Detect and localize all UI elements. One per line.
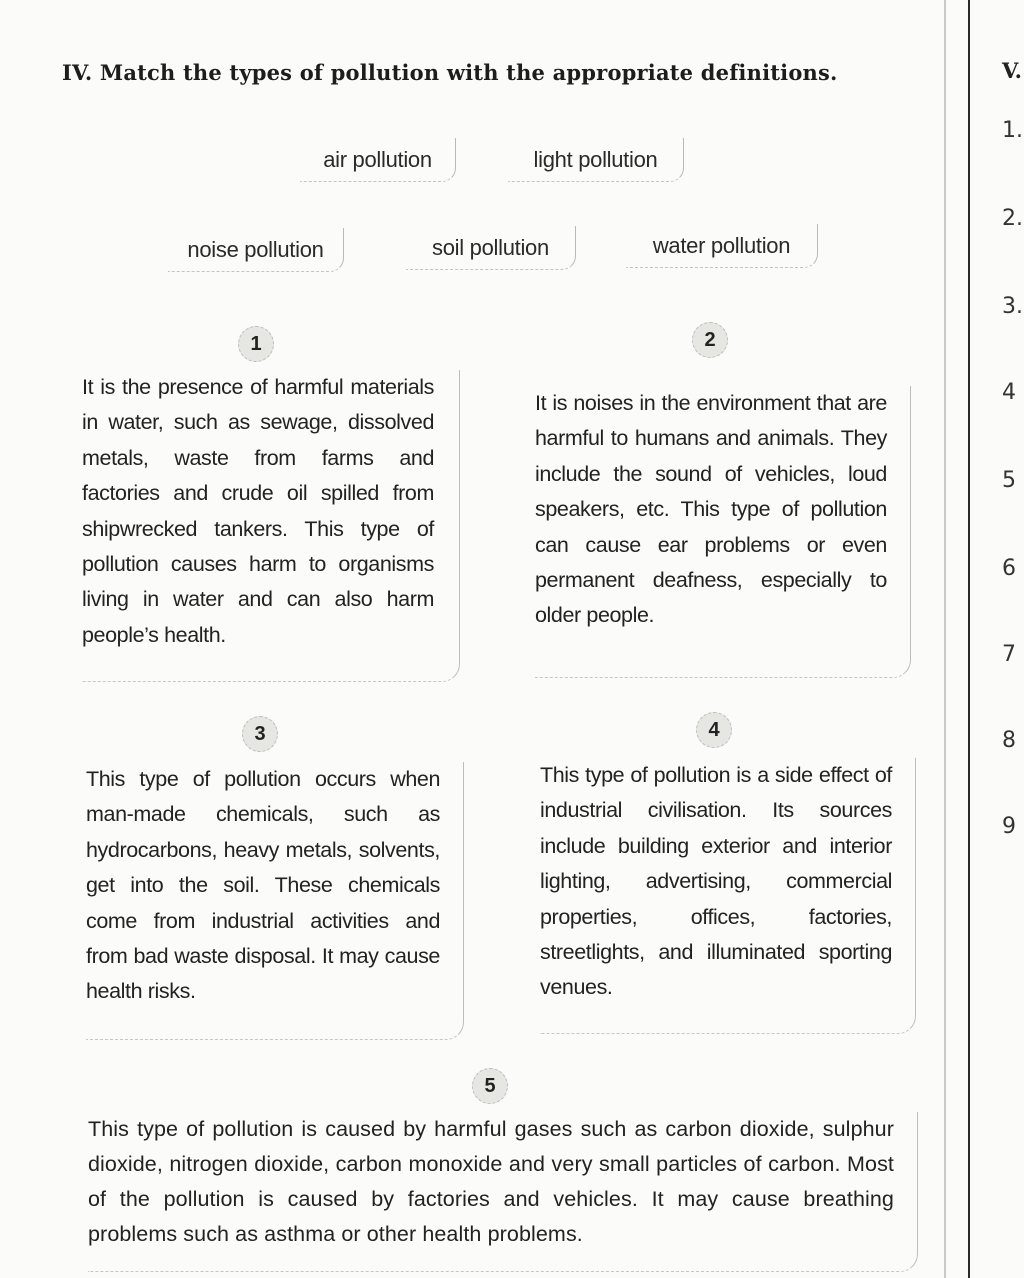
next-item-9: 9 xyxy=(1002,814,1016,839)
chip-light-pollution: light pollution xyxy=(508,138,684,182)
next-item-1: 1. xyxy=(1002,118,1023,143)
next-item-2: 2. xyxy=(1002,206,1023,231)
definition-text-4: This type of pollution is a side effect of industrial civilisation. Its sources include building exterior and interior lighting, advertising, commercial properties, offices, factories, streetlights, and illuminated sporting venues. xyxy=(540,763,892,1000)
next-item-3: 3. xyxy=(1002,294,1023,319)
chip-soil-pollution: soil pollution xyxy=(406,226,576,270)
page-gutter-light xyxy=(944,0,946,1278)
definition-text-1: It is the presence of harmful materials in water, such as sewage, dissolved metals, waste from farms and factories and crude oil spilled from shipwrecked tankers. This type of pollution causes harm to organisms living in water and can also harm people’s health. xyxy=(82,375,434,647)
next-item-7: 7 xyxy=(1002,642,1016,667)
next-exercise-list xyxy=(1002,0,1024,1278)
next-item-8: 8 xyxy=(1002,728,1016,753)
definition-number-5: 5 xyxy=(472,1068,508,1104)
definition-text-3: This type of pollution occurs when man-made chemicals, such as hydrocarbons, heavy metals, solvents, get into the soil. These chemicals come from industrial activities and from bad waste disposal. It may cause health risks. xyxy=(86,767,440,1004)
page-gutter-dark xyxy=(968,0,970,1278)
definition-number-4: 4 xyxy=(696,712,732,748)
exercise-title: IV. Match the types of pollution with the appropriate definitions. xyxy=(62,60,838,85)
next-item-4: 4 xyxy=(1002,380,1016,405)
chip-water-pollution: water pollution xyxy=(626,224,818,268)
definition-text-2: It is noises in the environment that are harmful to humans and animals. They include the sound of vehicles, loud speakers, etc. This type of pollution can cause ear problems or even permanent deafness, especially to older people. xyxy=(535,391,887,628)
definition-box-4 xyxy=(540,758,916,1034)
definition-box-3 xyxy=(86,762,464,1040)
definition-number-1: 1 xyxy=(238,326,274,362)
definition-number-3: 3 xyxy=(242,716,278,752)
definition-box-2 xyxy=(535,386,911,678)
definition-box-5 xyxy=(88,1112,918,1272)
chip-noise-pollution: noise pollution xyxy=(168,228,344,272)
next-item-5: 5 xyxy=(1002,468,1016,493)
definition-box-1 xyxy=(82,370,460,682)
definition-number-2: 2 xyxy=(692,322,728,358)
next-item-6: 6 xyxy=(1002,556,1016,581)
chip-air-pollution: air pollution xyxy=(300,138,456,182)
definition-text-5: This type of pollution is caused by harmful gases such as carbon dioxide, sulphur dioxide, nitrogen dioxide, carbon monoxide and very small particles of carbon. Most of the pollution is caused by factories and vehicles. It may cause breathing problems such as asthma or other health problems. xyxy=(88,1117,894,1246)
next-exercise-heading: V. xyxy=(1002,58,1022,83)
